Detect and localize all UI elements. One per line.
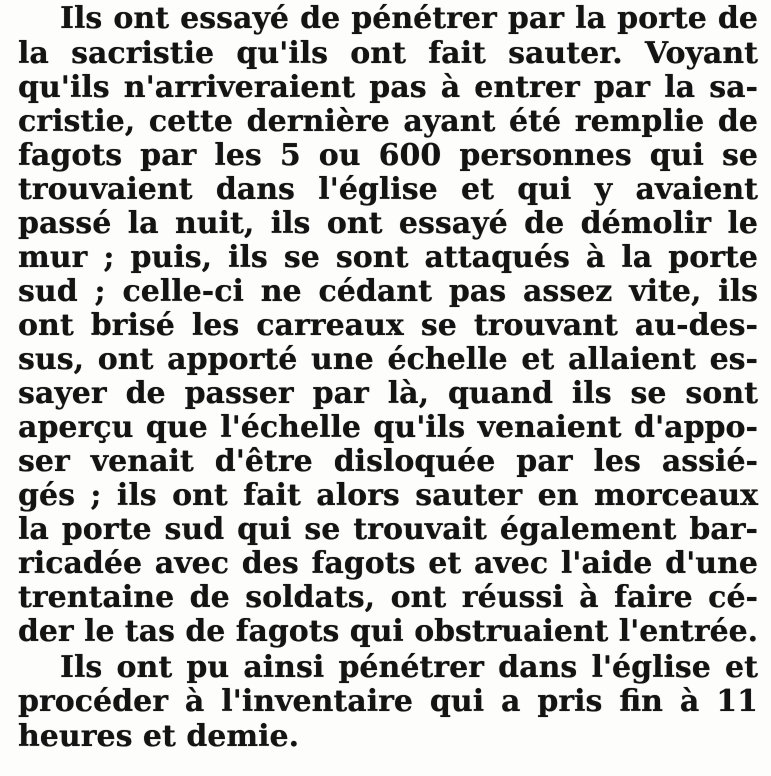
text-line: heures et demie.	[18, 719, 300, 754]
text-line: la porte sud qui se trouvait également bar-	[18, 512, 758, 547]
text-line: la sacristie qu'ils ont fait sauter. Voyant	[18, 36, 758, 71]
text-line: qu'ils n'arriveraient pas à entrer par la sa-	[18, 70, 758, 105]
text-line: sus, ont apporté une échelle et allaient es-	[18, 342, 758, 377]
text-line: Ils ont essayé de pénétrer par la porte de	[60, 1, 758, 36]
text-line: gés ; ils ont fait alors sauter en morceaux	[18, 478, 758, 513]
text-line: trouvaient dans l'église et qui y avaient	[18, 172, 758, 207]
text-line: Ils ont pu ainsi pénétrer dans l'église et	[60, 650, 758, 685]
text-line: mur ; puis, ils se sont attaqués à la porte	[18, 240, 758, 275]
text-line: aperçu que l'échelle qu'ils venaient d'appo-	[18, 410, 758, 445]
text-line: sayer de passer par là, quand ils se sont	[18, 376, 758, 411]
text-line: ricadée avec des fagots et avec l'aide d'une	[18, 546, 758, 581]
text-line: trentaine de soldats, ont réussi à faire cé-	[18, 580, 758, 615]
text-line: sud ; celle-ci ne cédant pas assez vite, ils	[18, 274, 758, 309]
text-line: procéder à l'inventaire qui a pris fin à 11	[18, 684, 758, 719]
text-line: fagots par les 5 ou 600 personnes qui se	[18, 138, 758, 173]
text-line: cristie, cette dernière ayant été remplie de	[18, 104, 758, 139]
text-line: ser venait d'être disloquée par les assié-	[18, 444, 758, 479]
text-line: ont brisé les carreaux se trouvant au-des-	[18, 308, 758, 343]
text-line: der le tas de fagots qui obstruaient l'entrée.	[18, 614, 758, 649]
text-line: passé la nuit, ils ont essayé de démolir le	[18, 206, 758, 241]
